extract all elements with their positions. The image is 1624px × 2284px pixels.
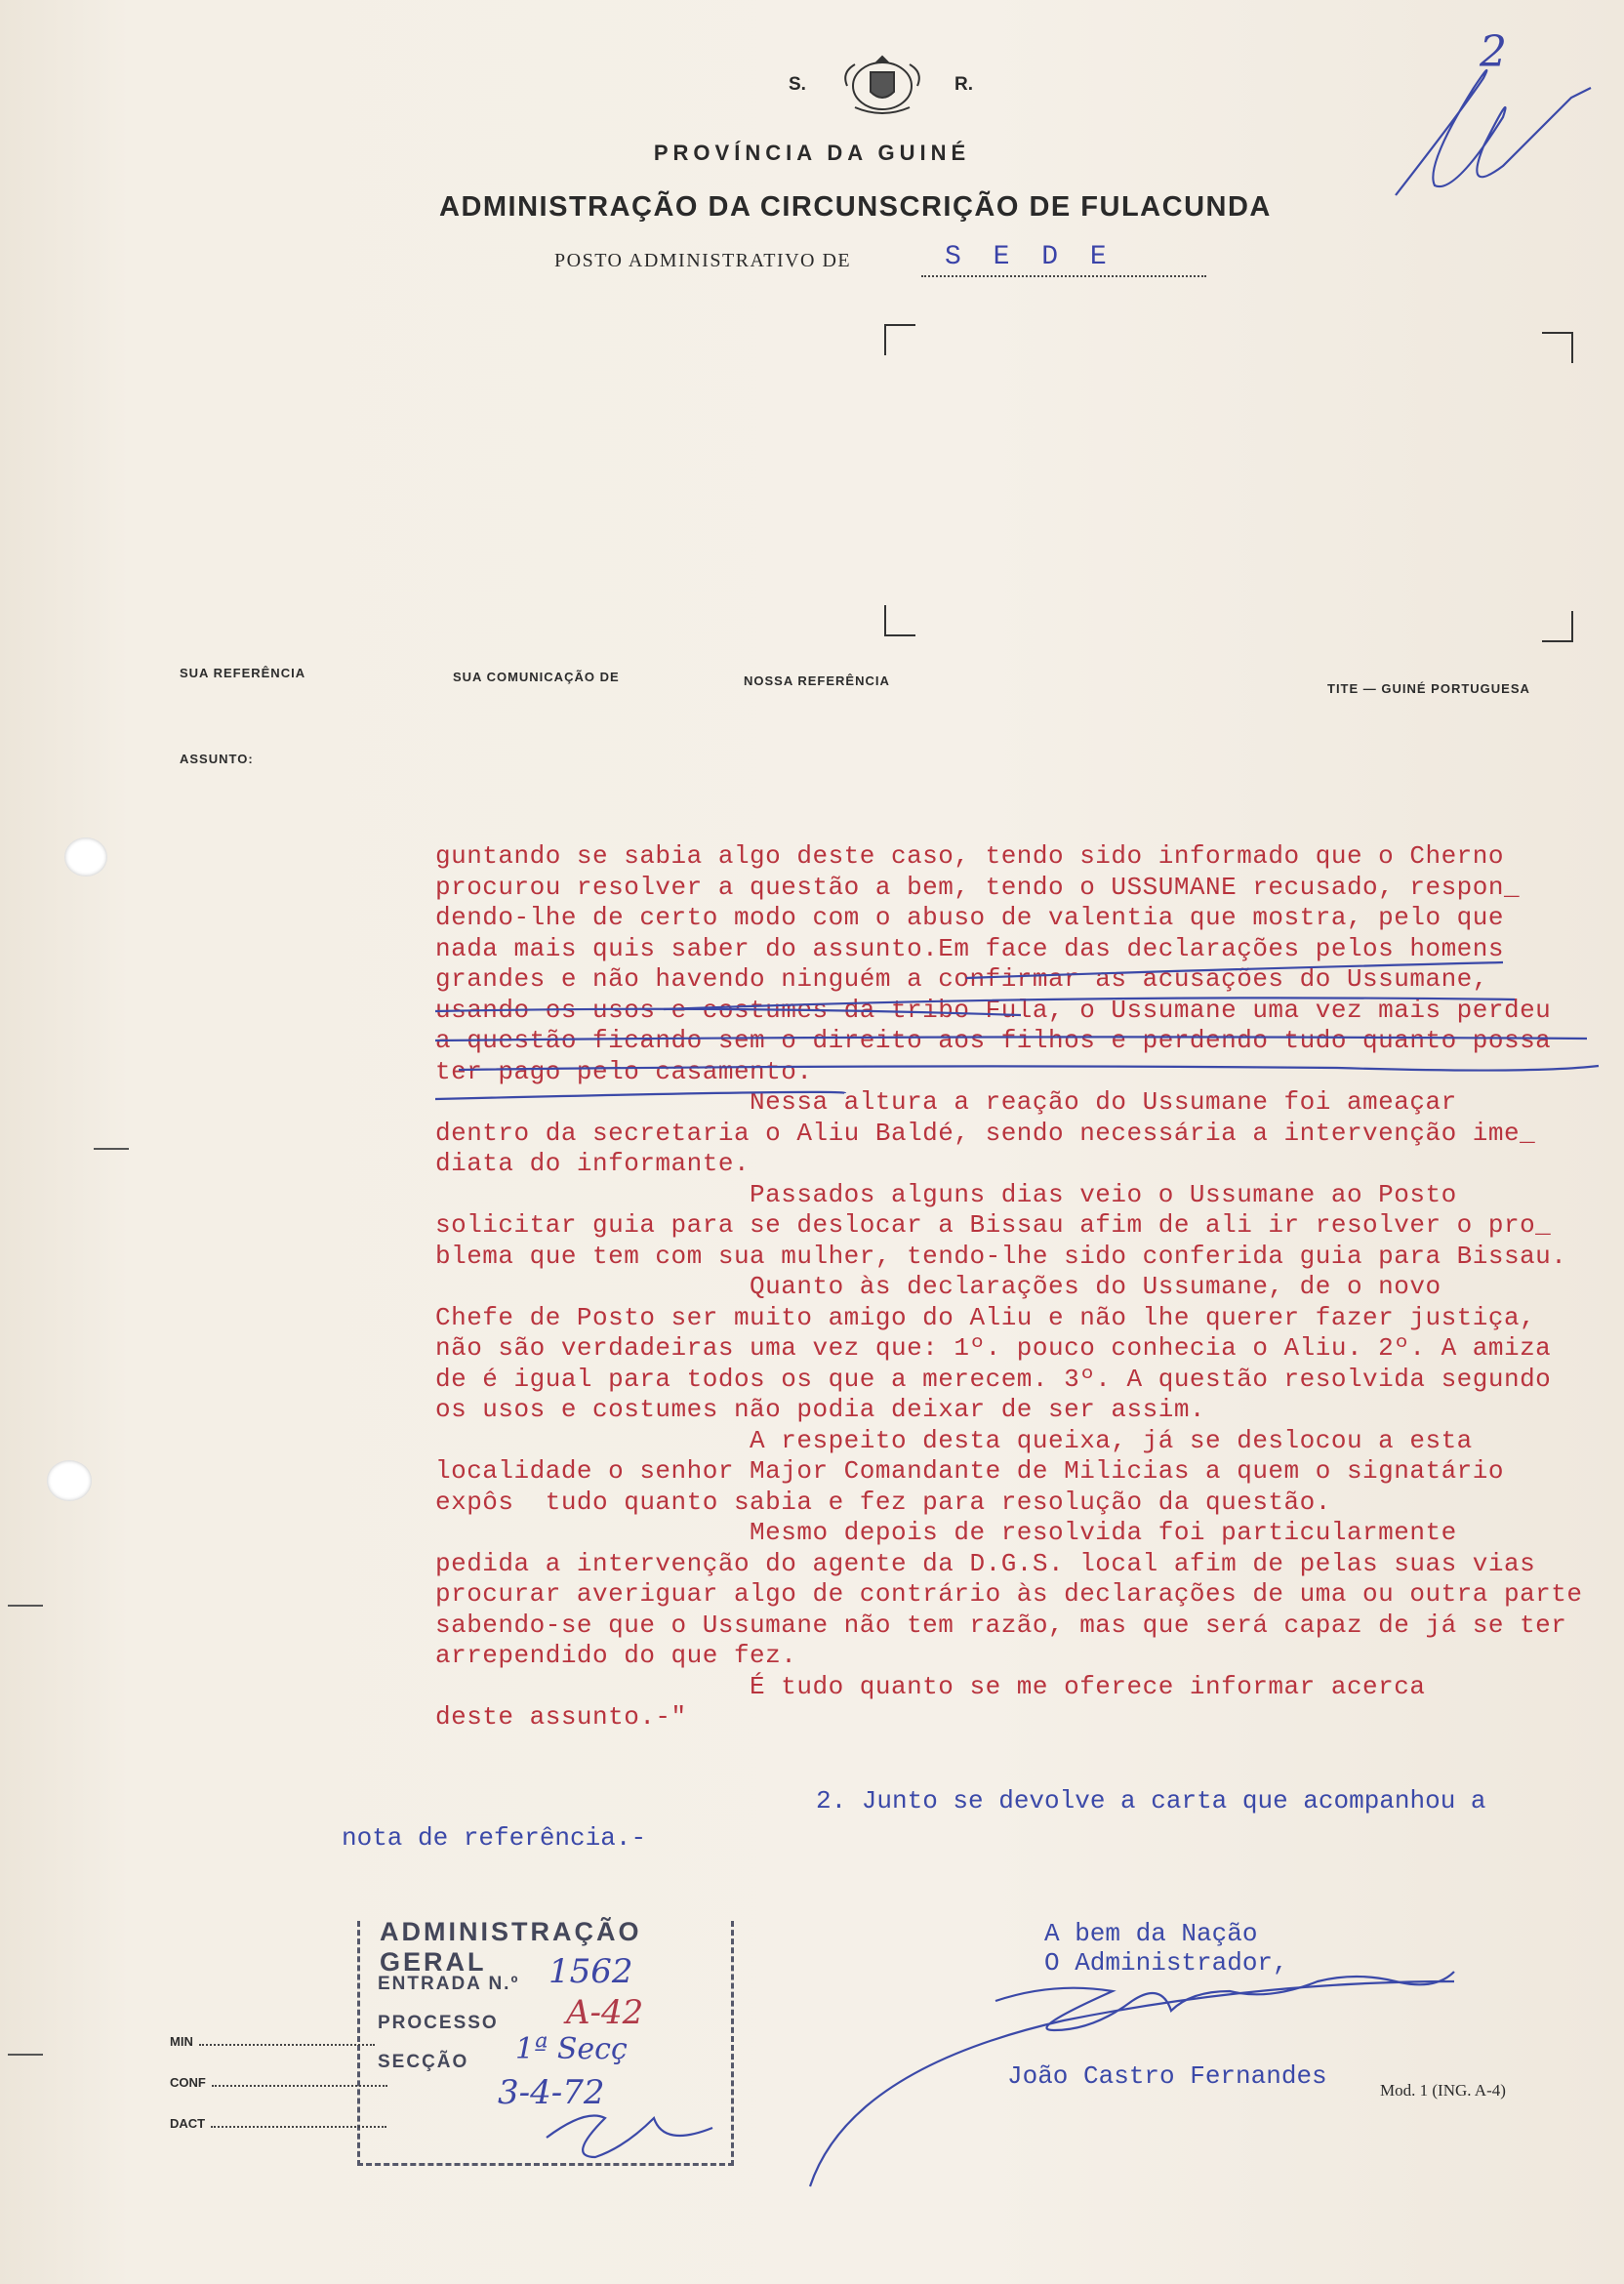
margin-min: MIN <box>170 2034 375 2049</box>
body-line: dentro da secretaria o Aliu Baldé, sendo necessária a intervenção ime_ <box>435 1118 1536 1148</box>
signer-name: João Castro Fernandes <box>1007 2061 1327 2091</box>
header-s: S. <box>789 74 806 95</box>
model-number: Mod. 1 (ING. A-4) <box>1380 2081 1506 2100</box>
stamp-title: ADMINISTRAÇÃO GERAL <box>380 1917 642 1977</box>
stamp-initials <box>547 2116 712 2158</box>
stamp-entrada-label: ENTRADA N.º <box>378 1974 520 1994</box>
underline-5 <box>459 1066 1599 1071</box>
label-place: TITE — GUINÉ PORTUGUESA <box>1327 681 1530 696</box>
stamp-processo-value: A-42 <box>566 1993 644 2032</box>
administration-title: ADMINISTRAÇÃO DA CIRCUNSCRIÇÃO DE FULACUNDA <box>439 191 1272 223</box>
item2-line2: nota de referência.- <box>342 1823 647 1853</box>
stamp-date-value: 3-4-72 <box>498 2073 605 2112</box>
body-line: de é igual para todos os que a merecem. 3º. A questão resolvida segundo <box>435 1364 1552 1394</box>
body-line: Quanto às declarações do Ussumane, de o novo <box>435 1272 1441 1301</box>
body-line: procurar averiguar algo de contrário às declarações de uma ou outra parte <box>435 1579 1583 1609</box>
underline-6 <box>435 1092 845 1099</box>
stamp-entrada-value: 1562 <box>548 1952 633 1991</box>
body-line: diata do informante. <box>435 1149 751 1178</box>
stamp-seccao-label: SECÇÃO <box>378 2052 469 2072</box>
header-r: R. <box>954 74 973 95</box>
body-line: Nessa altura a reação do Ussumane foi ameaçar <box>435 1087 1457 1117</box>
body-line: pedida a intervenção do agente da D.G.S. local afim de pelas suas vias <box>435 1548 1536 1578</box>
closing-line2: O Administrador, <box>1044 1948 1288 1978</box>
body-line: expôs tudo quanto sabia e fez para resolução da questão. <box>435 1487 1331 1517</box>
stamp-processo-label: PROCESSO <box>378 2013 499 2033</box>
label-sua-referencia: SUA REFERÊNCIA <box>180 666 306 680</box>
label-assunto: ASSUNTO: <box>180 752 254 766</box>
body-line: guntando se sabia algo deste caso, tendo sido informado que o Cherno <box>435 841 1504 871</box>
body-line: usando os usos e costumes da tribo Fula, o Ussumane uma vez mais perdeu <box>435 995 1552 1025</box>
underline-1 <box>966 962 1503 978</box>
item2-line1: 2. Junto se devolve a carta que acompanhou a <box>816 1786 1486 1815</box>
body-line: Chefe de Posto ser muito amigo do Aliu e não lhe querer fazer justiça, <box>435 1302 1536 1332</box>
body-line: A respeito desta queixa, já se deslocou a esta <box>435 1425 1473 1455</box>
body-line: procurou resolver a questão a bem, tendo o USSUMANE recusado, respon_ <box>435 872 1521 902</box>
body-line: arrependido do que fez. <box>435 1641 797 1670</box>
body-line: Passados alguns dias veio o Ussumane ao Posto <box>435 1179 1457 1209</box>
body-line: não são verdadeiras uma vez que: 1º. pouco conhecia o Aliu. 2º. A amiza <box>435 1333 1552 1363</box>
body-line: localidade o senhor Major Comandante de Milicias a quem o signatário <box>435 1456 1504 1486</box>
body-line: grandes e não havendo ninguém a confirmar as acusações do Ussumane, <box>435 964 1488 994</box>
body-line: ter pago pelo casamento. <box>435 1056 813 1086</box>
body-line: nada mais quis saber do assunto.Em face das declarações pelos homens <box>435 933 1504 963</box>
signature-approval <box>1396 70 1591 195</box>
closing-line1: A bem da Nação <box>1044 1919 1258 1948</box>
margin-dact: DACT <box>170 2116 386 2131</box>
body-line: dendo-lhe de certo modo com o abuso de valentia que mostra, pelo que <box>435 903 1504 932</box>
province-title: PROVÍNCIA DA GUINÉ <box>653 141 971 165</box>
posto-value: S E D E <box>945 242 1115 272</box>
annotation-number: 2 <box>1480 27 1507 77</box>
underline-4 <box>435 1037 1587 1040</box>
underline-2 <box>664 998 1515 1009</box>
body-line: É tudo quanto se me oferece informar acerca <box>435 1671 1426 1701</box>
body-line: blema que tem com sua mulher, tendo-lhe sido conferida guia para Bissau. <box>435 1241 1567 1271</box>
body-line: Mesmo depois de resolvida foi particularmente <box>435 1518 1457 1547</box>
body-line: solicitar guia para se deslocar a Bissau afim de ali ir resolver o pro_ <box>435 1210 1552 1240</box>
label-nossa-referencia: NOSSA REFERÊNCIA <box>744 673 890 688</box>
stamp-seccao-value: 1ª Secç <box>515 2032 628 2066</box>
signature-sweep <box>810 1981 1454 2186</box>
body-line: a questão ficando sem o direito aos filhos e perdendo tudo quanto possa <box>435 1026 1552 1055</box>
posto-label: POSTO ADMINISTRATIVO DE <box>554 250 852 271</box>
margin-conf: CONF <box>170 2075 387 2090</box>
body-line: os usos e costumes não podia deixar de ser assim. <box>435 1395 1206 1424</box>
body-line: sabendo-se que o Ussumane não tem razão, mas que será capaz de já se ter <box>435 1610 1567 1640</box>
underline-3 <box>435 1009 1021 1015</box>
label-sua-comunicacao: SUA COMUNICAÇÃO DE <box>453 670 620 684</box>
body-line: deste assunto.-" <box>435 1702 687 1732</box>
